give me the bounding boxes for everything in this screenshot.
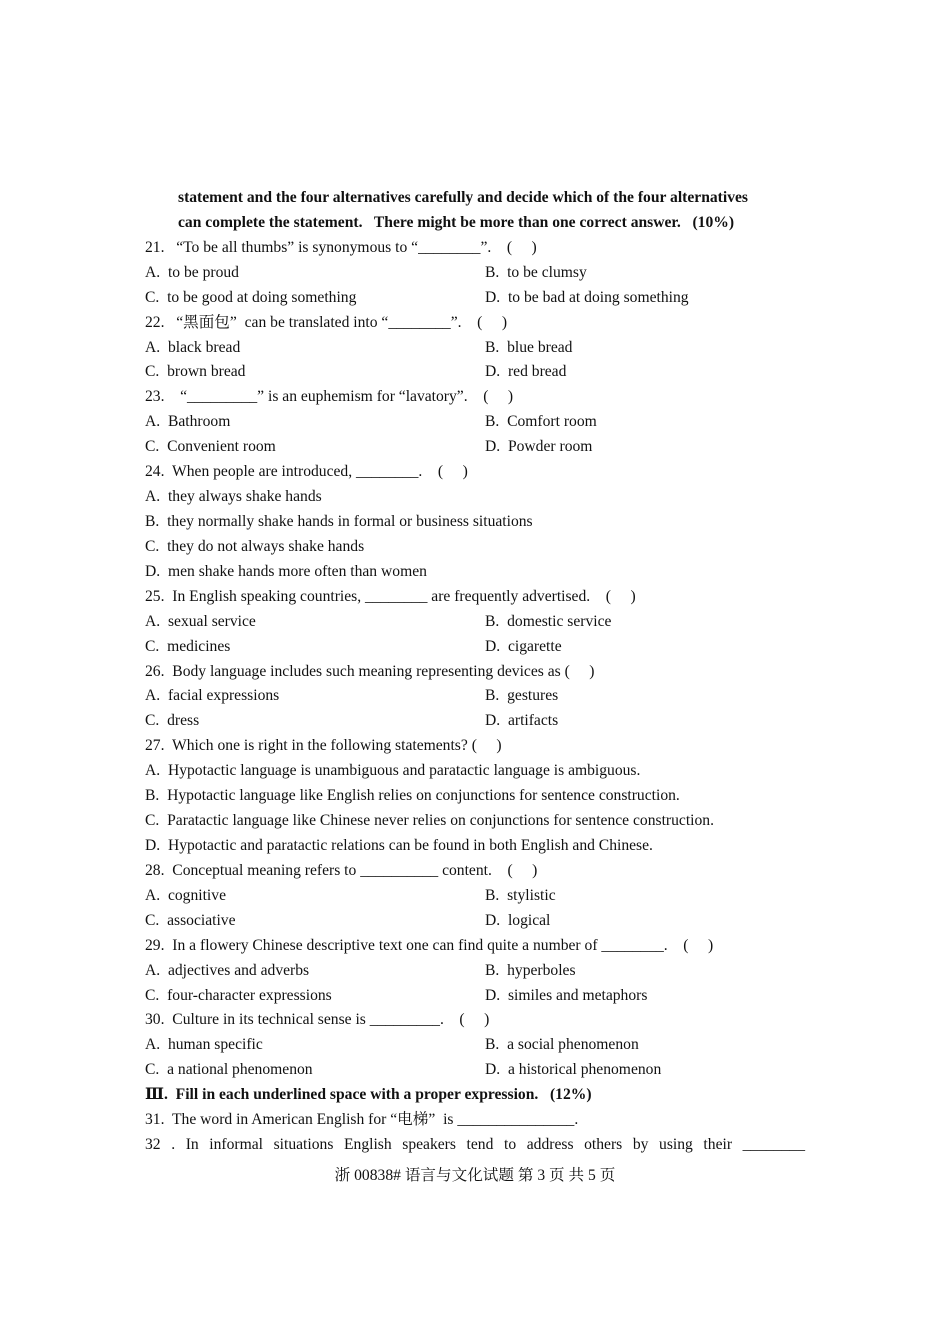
answer-option: A. cognitive: [145, 886, 226, 904]
answer-option: C. medicines: [145, 637, 231, 655]
question-text: A. they always shake hands: [145, 488, 322, 506]
question-text: 25. In English speaking countries, ________ are frequently advertised. ( ): [145, 587, 636, 605]
section-heading: Ⅲ. Fill in each underlined space with a proper expression. (12%): [145, 1086, 592, 1104]
question-text: 23. “_________” is an euphemism for “lavatory”. ( ): [145, 388, 514, 406]
question-text: 28. Conceptual meaning refers to __________ content. ( ): [145, 861, 538, 879]
option-row: [145, 610, 805, 635]
answer-option: C. dress: [145, 712, 200, 730]
question-text: 26. Body language includes such meaning representing devices as ( ): [145, 662, 595, 680]
answer-option: A. sexual service: [145, 612, 256, 630]
question-text: 24. When people are introduced, ________. ( ): [145, 463, 468, 481]
answer-option: A. to be proud: [145, 263, 239, 281]
answer-option: C. brown bread: [145, 363, 246, 381]
answer-option: A. Bathroom: [145, 413, 231, 431]
answer-option: B. gestures: [485, 687, 559, 705]
question-text: B. they normally shake hands in formal or business situations: [145, 512, 533, 530]
answer-option: A. black bread: [145, 338, 241, 356]
option-row: [145, 336, 805, 361]
option-row: [145, 410, 805, 435]
exam-page-content: [145, 186, 805, 1158]
question-text: C. Paratactic language like Chinese never relies on conjunctions for sentence construction.: [145, 812, 714, 830]
answer-option: C. Convenient room: [145, 438, 276, 456]
question-text: 27. Which one is right in the following statements? ( ): [145, 737, 502, 755]
option-row: [145, 286, 805, 311]
question-text: 30. Culture in its technical sense is _________. ( ): [145, 1011, 490, 1029]
question-text: D. Hypotactic and paratactic relations can be found in both English and Chinese.: [145, 836, 653, 854]
answer-option: D. Powder room: [485, 438, 593, 456]
section-instructions: statement and the four alternatives carefully and decide which of the four alternatives: [178, 189, 748, 206]
answer-option: A. adjectives and adverbs: [145, 961, 310, 979]
question-text: D. men shake hands more often than women: [145, 562, 427, 580]
option-row: [145, 709, 805, 734]
option-row: [145, 909, 805, 934]
option-row: [145, 635, 805, 660]
answer-option: C. a national phenomenon: [145, 1061, 313, 1079]
question-text: A. Hypotactic language is unambiguous and paratactic language is ambiguous.: [145, 762, 641, 780]
option-row: [145, 684, 805, 709]
question-text: 31. The word in American English for “电梯” is _______________.: [145, 1111, 579, 1129]
option-row: [145, 1058, 805, 1083]
answer-option: B. to be clumsy: [485, 263, 587, 281]
answer-option: D. to be bad at doing something: [485, 288, 689, 306]
answer-option: B. domestic service: [485, 612, 612, 630]
answer-option: C. four-character expressions: [145, 986, 332, 1004]
answer-option: B. hyperboles: [485, 961, 576, 979]
option-row: [145, 360, 805, 385]
answer-option: D. red bread: [485, 363, 567, 381]
question-text: 32 . In informal situations English speakers tend to address others by using their ________: [145, 1136, 805, 1154]
option-row: [145, 959, 805, 984]
answer-option: D. artifacts: [485, 712, 559, 730]
answer-option: D. logical: [485, 911, 551, 929]
answer-option: B. blue bread: [485, 338, 573, 356]
question-text: 22. “黑面包” can be translated into “________”. ( ): [145, 313, 508, 331]
answer-option: B. Comfort room: [485, 413, 597, 431]
question-text: 21. “To be all thumbs” is synonymous to “________”. ( ): [145, 238, 537, 256]
question-text: 29. In a flowery Chinese descriptive text one can find quite a number of ________. ( ): [145, 936, 714, 954]
answer-option: A. human specific: [145, 1036, 263, 1054]
answer-option: C. to be good at doing something: [145, 288, 357, 306]
answer-option: D. a historical phenomenon: [485, 1061, 662, 1079]
answer-option: D. cigarette: [485, 637, 562, 655]
question-text: B. Hypotactic language like English relies on conjunctions for sentence construction.: [145, 787, 680, 805]
answer-option: D. similes and metaphors: [485, 986, 648, 1004]
option-row: [145, 435, 805, 460]
option-row: [145, 1033, 805, 1058]
question-text: C. they do not always shake hands: [145, 537, 365, 555]
option-row: [145, 261, 805, 286]
answer-option: C. associative: [145, 911, 236, 929]
answer-option: A. facial expressions: [145, 687, 280, 705]
section-instructions: can complete the statement. There might be more than one correct answer. (10%): [178, 213, 735, 231]
answer-option: B. a social phenomenon: [485, 1036, 639, 1054]
option-row: [145, 884, 805, 909]
answer-option: B. stylistic: [485, 886, 556, 904]
option-row: [145, 984, 805, 1009]
page-footer: 浙 00838# 语言与文化试题 第 3 页 共 5 页: [334, 1167, 616, 1184]
